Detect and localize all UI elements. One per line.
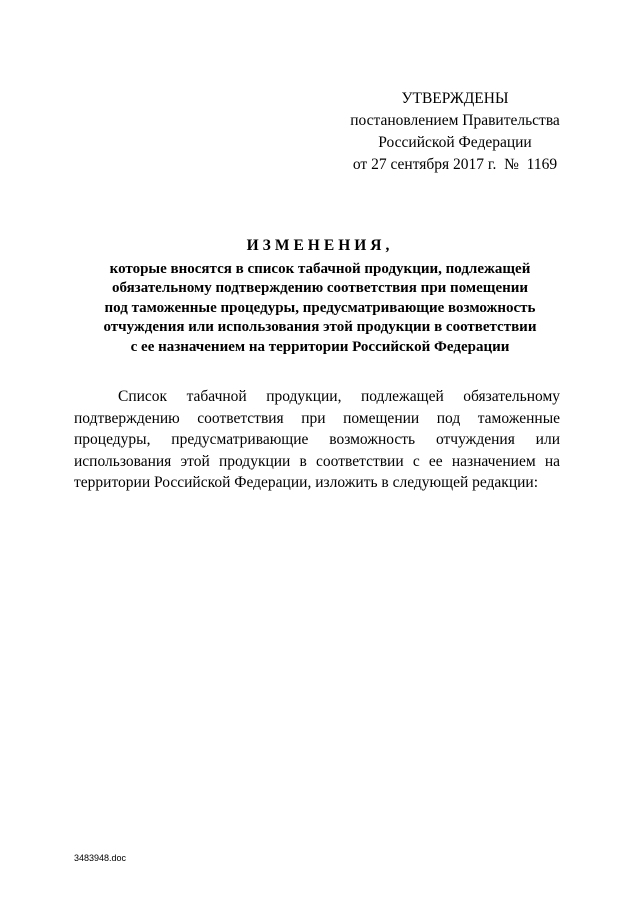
approval-block xyxy=(330,88,580,176)
subtitle-line: отчуждения или использования этой продукции в соответствии xyxy=(103,319,537,336)
subtitle-line: обязательному подтверждению соответствия при помещении xyxy=(111,280,529,297)
approval-line-1: постановлением Правительства xyxy=(350,112,560,129)
approval-line-2: Российской Федерации xyxy=(378,134,532,151)
subtitle-line: под таможенные процедуры, предусматривающие возможность xyxy=(104,299,536,316)
approved-heading: УТВЕРЖДЕНЫ xyxy=(401,90,509,107)
document-title: ИЗМЕНЕНИЯ, xyxy=(246,237,394,254)
footer-doc-id: 3483948.doc xyxy=(74,853,127,863)
subtitle-line: которые вносятся в список табачной продукции, подлежащей xyxy=(109,261,531,277)
body-paragraph: Список табачной продукции, подлежащей обязательному подтверждению соответствия при помещении под таможенные процедуры, предусматривающие возможность отчуждения или использования этой продукции в соответствии с ее назначением на территории Российской Федерации, изложить в следующей редакции: xyxy=(74,388,560,492)
document-subtitle xyxy=(70,260,570,357)
approval-date-line: от 27 сентября 2017 г. № 1169 xyxy=(352,156,558,173)
subtitle-line: с ее назначением на территории Российской Федерации xyxy=(130,338,510,355)
